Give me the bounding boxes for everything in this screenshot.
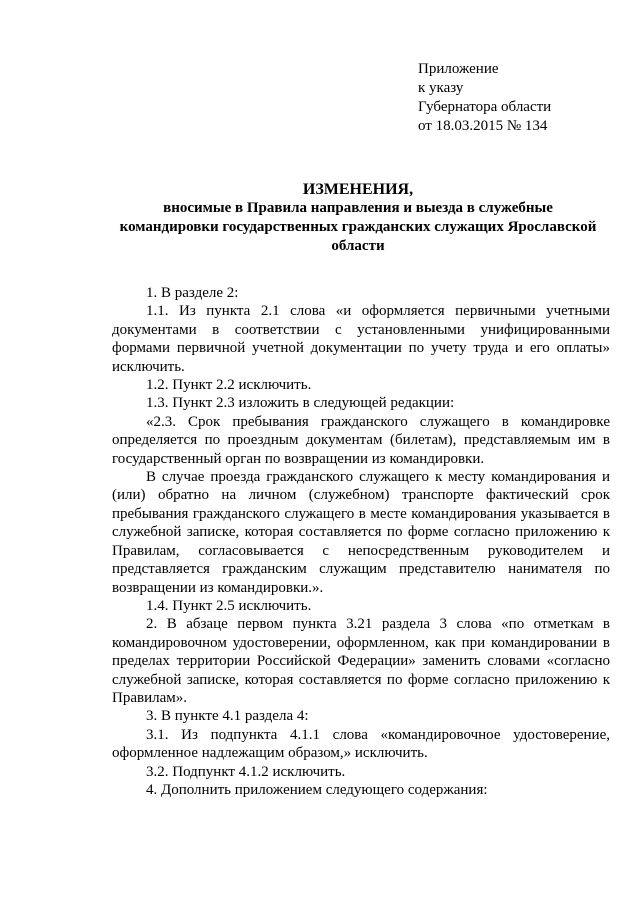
paragraph: 2. В абзаце первом пункта 3.21 раздела 3 слова «по отметкам в командировочном удостоверении, оформленном, как при командировании в пределах территории Российской Федерации» заменить словами «согласно служебной записке, которая составляется по форме согласно приложению к Правилам». [112, 616, 610, 706]
paragraph: 1.2. Пункт 2.2 исключить. [146, 377, 312, 394]
paragraph: В случае проезда гражданского служащего к месту командирования и (или) обратно на личном (служебном) транспорте фактический срок пребывания гражданского служащего в месте командирования указывается в служебной записке, которая составляется по форме согласно приложению к Правилам, согласовывается с непосредственным руководителем и представляется гражданским служащим представителю нанимателя по возвращении из командировки.». [112, 469, 610, 596]
paragraph: «2.3. Срок пребывания гражданского служащего в командировке определяется по проездным документам (билетам), представляемым им в государственный орган по возвращении из командировки. [112, 413, 610, 467]
annex-block [418, 60, 618, 136]
document-title: ИЗМЕНЕНИЯ, [302, 181, 414, 198]
paragraph: 1.3. Пункт 2.3 изложить в следующей редакции: [146, 395, 455, 412]
document-heading [112, 180, 604, 256]
paragraph: 3.1. Из подпункта 4.1.1 слова «командировочное удостоверение, оформленное надлежащим образом,» исключить. [112, 726, 610, 762]
document-body [112, 284, 610, 799]
document-subtitle: вносимые в Правила направления и выезда в служебные командировки государственных гражданских служащих Ярославской области [119, 200, 597, 254]
paragraph: 3.2. Подпункт 4.1.2 исключить. [146, 763, 346, 780]
paragraph: 1. В разделе 2: [146, 285, 239, 301]
annex-line: Приложение [418, 61, 499, 77]
annex-line: к указу [418, 80, 464, 96]
paragraph: 1.4. Пункт 2.5 исключить. [146, 597, 312, 614]
annex-date-number: от 18.03.2015 № 134 [418, 118, 548, 134]
paragraph: 1.1. Из пункта 2.1 слова «и оформляется первичными учетными документами в соответствии с установленными унифицированными формами первичной учетной документации по учету труда и его оплаты» исключить. [112, 303, 610, 375]
annex-line: Губернатора области [418, 99, 552, 115]
paragraph: 3. В пункте 4.1 раздела 4: [146, 708, 309, 725]
paragraph: 4. Дополнить приложением следующего содержания: [146, 781, 488, 798]
